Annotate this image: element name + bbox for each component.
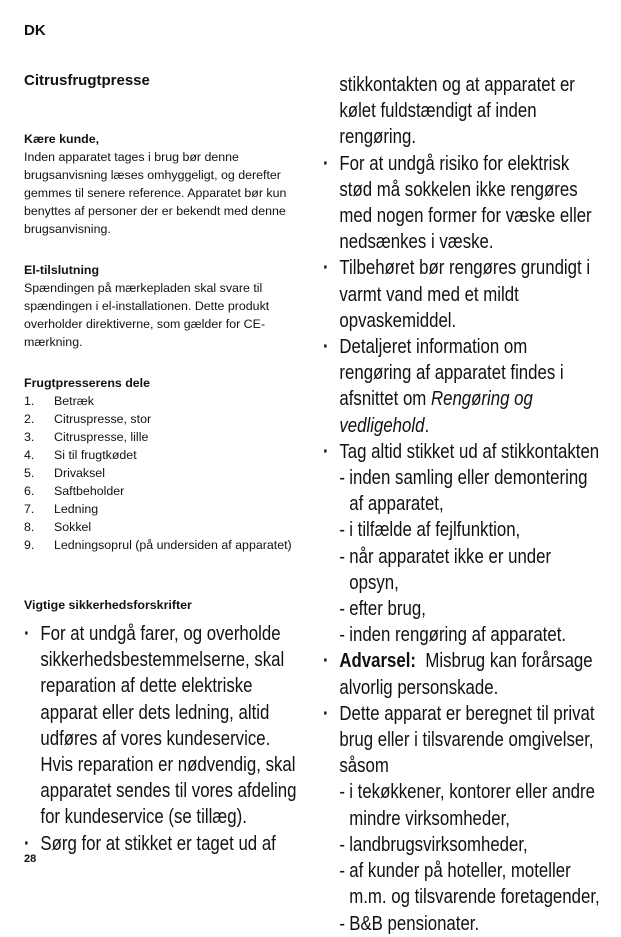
sub-item: - i tekøkkener, kontorer eller andre mindre virksomheder, (339, 780, 595, 830)
sub-item: - i tilfælde af fejlfunktion, (339, 518, 521, 542)
list-number: 6. (24, 484, 35, 498)
sub-item: - inden samling eller demontering af apparatet, (339, 466, 588, 516)
sub-item: - B&B pensionater. (339, 911, 480, 935)
power-text: Spændingen på mærkepladen skal svare til spændingen i el-installationen. Dette produkt overholder direktiverne, som gælder for CE-mærkning. (24, 281, 270, 349)
list-text: Misbrug kan forårsage alvorlig personskade. (339, 649, 593, 699)
list-item (24, 482, 302, 500)
safety-heading: Vigtige sikkerhedsforskrifter (24, 598, 192, 612)
bullet-icon: · (24, 831, 30, 855)
warning-label: Advarsel: (339, 649, 417, 673)
list-item (24, 410, 302, 428)
sub-item-text: landbrugsvirksomheder, (349, 832, 528, 856)
list-label: Drivaksel (54, 466, 105, 480)
bullet-icon: · (323, 701, 329, 725)
list-item (24, 500, 302, 518)
list-item (24, 464, 302, 482)
page-number: 28 (24, 853, 37, 865)
list-item (24, 536, 302, 554)
sub-item-text: B&B pensionater. (349, 911, 480, 935)
list-item (24, 446, 302, 464)
power-section (24, 261, 302, 351)
list-item-continuation: stikkontakten og at apparatet er kølet fuldstændigt af inden rengøring. (339, 73, 575, 149)
sub-item-text: i tilfælde af fejlfunktion, (349, 518, 521, 542)
list-text: Sørg for at stikket er taget ud af (40, 831, 276, 855)
intro-section (24, 130, 302, 238)
list-item (24, 831, 304, 857)
safety-list-left (24, 621, 365, 857)
list-label: Citruspresse, lille (54, 430, 149, 444)
list-number: 8. (24, 520, 35, 534)
section-reference: Rengøring og vedligehold (339, 387, 533, 437)
parts-list (24, 392, 302, 554)
sub-item-text: af kunder på hoteller, moteller m.m. og tilsvarende foretagender, (349, 859, 600, 909)
power-heading: El-tilslutning (24, 263, 100, 277)
bullet-icon: · (323, 439, 329, 463)
page-title: Citrusfrugtpresse (24, 72, 150, 89)
list-item (24, 518, 302, 536)
list-text: Dette apparat er beregnet til privat brug eller i tilsvarende omgivelser, såsom (339, 701, 595, 778)
list-item (323, 439, 603, 465)
sub-item: - landbrugsvirksomheder, (339, 832, 528, 856)
list-item (24, 621, 304, 831)
list-item (323, 151, 603, 256)
bullet-icon: · (323, 151, 329, 175)
list-number: 1. (24, 394, 35, 408)
list-item (24, 428, 302, 446)
sub-item-text: når apparatet ikke er under opsyn, (349, 544, 552, 594)
list-item (24, 392, 302, 410)
bullet-icon: · (323, 256, 329, 280)
list-text: For at undgå farer, og overholde sikkerhedsbestemmelserne, skal reparation af dette elektriske apparat eller dets ledning, altid udføres af vores kundeservice. Hvis reparation er nødvendig, skal apparatet sendes til vores afdeling for kundeservice (se tillæg). (40, 622, 297, 829)
language-code: DK (24, 22, 46, 39)
parts-heading: Frugtpresserens dele (24, 376, 151, 390)
list-text: For at undgå risiko for elektrisk stød må sokkelen ikke rengøres med nogen former for væske eller nedsænkes i væske. (339, 151, 592, 254)
sub-item-text: inden samling eller demontering af apparatet, (349, 466, 588, 516)
list-text-end: . (424, 413, 430, 437)
list-text: Detaljeret information om rengøring af apparatet findes i afsnittet om (339, 335, 564, 411)
list-text: Tilbehøret bør rengøres grundigt i varmt vand med et mildt opvaskemiddel. (339, 256, 591, 332)
list-label: Sokkel (54, 520, 92, 534)
sub-item: - når apparatet ikke er under opsyn, (339, 544, 552, 594)
bullet-icon: · (323, 649, 329, 673)
list-number: 5. (24, 466, 35, 480)
safety-list-right (323, 72, 621, 937)
list-item (323, 334, 603, 439)
list-number: 2. (24, 412, 35, 426)
list-item (323, 255, 603, 334)
list-number: 4. (24, 448, 35, 462)
bullet-icon: · (24, 622, 30, 645)
list-item (323, 648, 603, 700)
bullet-icon: · (323, 335, 329, 359)
list-item (323, 701, 603, 780)
parts-section (24, 374, 302, 554)
list-number: 9. (24, 538, 35, 552)
list-number: 7. (24, 502, 35, 516)
list-text: Tag altid stikket ud af stikkontakten (339, 439, 600, 463)
sub-item: - efter brug, (339, 597, 426, 621)
list-label: Citruspresse, stor (54, 412, 152, 426)
sub-item-text: inden rengøring af apparatet. (349, 623, 567, 647)
list-number: 3. (24, 430, 35, 444)
intro-text: Inden apparatet tages i brug bør denne brugsanvisning læses omhyggeligt, og derefter gemmes til senere reference. Apparatet bør kun benyttes af personer der er bekendt med denne brugsanvisning. (24, 150, 287, 236)
list-label: Si til frugtkødet (54, 448, 137, 462)
list-label: Saftbeholder (54, 484, 125, 498)
sub-item: - af kunder på hoteller, moteller m.m. og tilsvarende foretagender, (339, 859, 600, 909)
greeting: Kære kunde, (24, 132, 100, 146)
sub-item-text: efter brug, (349, 597, 426, 621)
sub-item-text: i tekøkkener, kontorer eller andre mindre virksomheder, (349, 780, 595, 830)
sub-item: - inden rengøring af apparatet. (339, 623, 567, 647)
list-label: Betræk (54, 394, 94, 408)
list-label: Ledning (54, 502, 99, 516)
list-label: Ledningsoprul (på undersiden af apparatet) (54, 538, 292, 552)
